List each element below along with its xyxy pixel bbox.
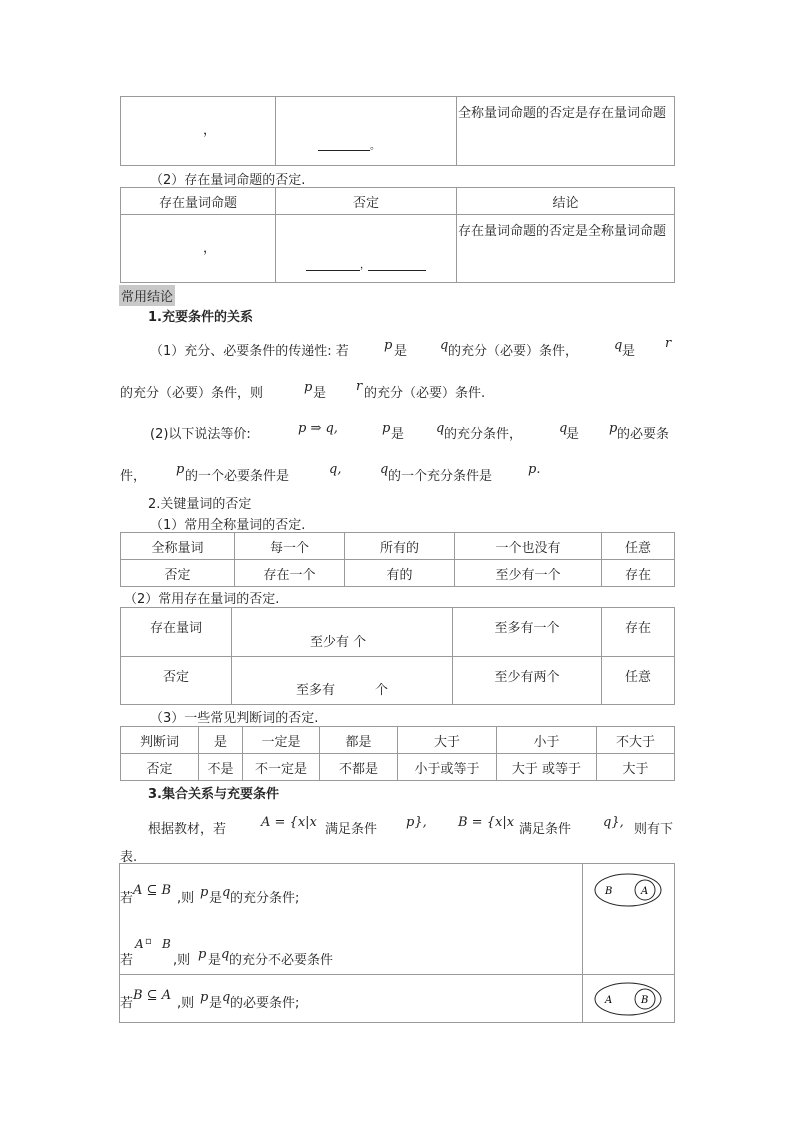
blank-line (306, 258, 360, 271)
table-cell: 全称量词 (121, 533, 235, 560)
table-cell: 不都是 (320, 754, 398, 781)
table-cell: 是 (199, 727, 243, 754)
table-header: 结论 (457, 188, 675, 215)
subsection-title: （2）常用存在量词的否定. (124, 592, 280, 607)
table-cell: 否定 (121, 657, 232, 705)
judgment-word-table (120, 726, 675, 781)
subsection-title: （3）一些常见判断词的否定. (150, 711, 319, 726)
venn-cell (583, 975, 675, 1023)
dot: 。 (370, 141, 380, 152)
set-label: A (605, 995, 613, 1006)
table-header: 否定 (276, 188, 457, 215)
table-cell: 至少有 个 (232, 608, 453, 657)
set-label: A (641, 886, 649, 897)
conclusion-cell: 存在量词命题的否定是全称量词命题 (457, 215, 675, 283)
section-title: （2）存在量词命题的否定. (150, 173, 306, 188)
venn-diagram-b-in-a (593, 981, 663, 1017)
blank-line (368, 258, 426, 271)
comma: ， (360, 260, 370, 271)
existential-quantifier-table (120, 607, 675, 705)
table-cell: 至多有一个 (453, 608, 602, 657)
table-cell: 每一个 (235, 533, 345, 560)
heading-1: 1.充要条件的关系 (148, 310, 253, 325)
universal-negation-table (120, 96, 675, 166)
set-condition-table (119, 863, 675, 1023)
table-cell: 不是 (199, 754, 243, 781)
table-cell: 若 A ⊆ B ,则 p 是 q 的充分条件; 若 A ▫ B ,则 p 是 q 的充分不必要条件 (120, 864, 583, 975)
table-cell: 大于 (398, 727, 497, 754)
table-cell: 都是 (320, 727, 398, 754)
table-cell: 否定 (121, 560, 235, 587)
table-cell (276, 97, 457, 166)
table-cell: 大于 或等于 (497, 754, 597, 781)
set-label: B (605, 886, 613, 897)
table-cell (276, 215, 457, 283)
comma: ， (203, 123, 217, 138)
table-cell: 任意 (602, 533, 675, 560)
table-cell (121, 97, 276, 166)
table-cell: 大于 (597, 754, 675, 781)
table-cell: 至少有两个 (453, 657, 602, 705)
table-cell: 至少有一个 (455, 560, 602, 587)
existential-negation-table (120, 187, 675, 283)
table-cell: 存在量词 (121, 608, 232, 657)
table-cell: 存在一个 (235, 560, 345, 587)
table-cell: 否定 (121, 754, 199, 781)
table-cell: 小于 (497, 727, 597, 754)
comma: ， (203, 241, 217, 256)
common-conclusions-label: 常用结论 (119, 285, 175, 306)
blank-line (318, 138, 370, 151)
heading-2: 2.关键量词的否定 (148, 497, 252, 512)
set-label: B (641, 995, 649, 1006)
table-cell: 存在 (602, 608, 675, 657)
table-cell: 一个也没有 (455, 533, 602, 560)
table-cell (121, 215, 276, 283)
table-cell: 存在 (602, 560, 675, 587)
table-cell: 不一定是 (243, 754, 320, 781)
venn-diagram-a-in-b (593, 872, 663, 908)
table-cell: 若 B ⊆ A ,则 p 是 q 的必要条件; (120, 975, 583, 1023)
table-cell: 所有的 (345, 533, 455, 560)
table-cell: 有的 (345, 560, 455, 587)
table-cell: 一定是 (243, 727, 320, 754)
table-header: 存在量词命题 (121, 188, 276, 215)
table-cell: 任意 (602, 657, 675, 705)
table-cell: 不大于 (597, 727, 675, 754)
table-cell: 判断词 (121, 727, 199, 754)
subsection-title: （1）常用全称量词的否定. (150, 518, 306, 533)
table-cell: 至多有 个 (232, 657, 453, 705)
venn-cell (583, 864, 675, 975)
table-cell: 小于或等于 (398, 754, 497, 781)
universal-quantifier-table (120, 532, 675, 587)
conclusion-cell: 全称量词命题的否定是存在量词命题 (457, 97, 675, 166)
heading-3: 3.集合关系与充要条件 (148, 787, 279, 802)
